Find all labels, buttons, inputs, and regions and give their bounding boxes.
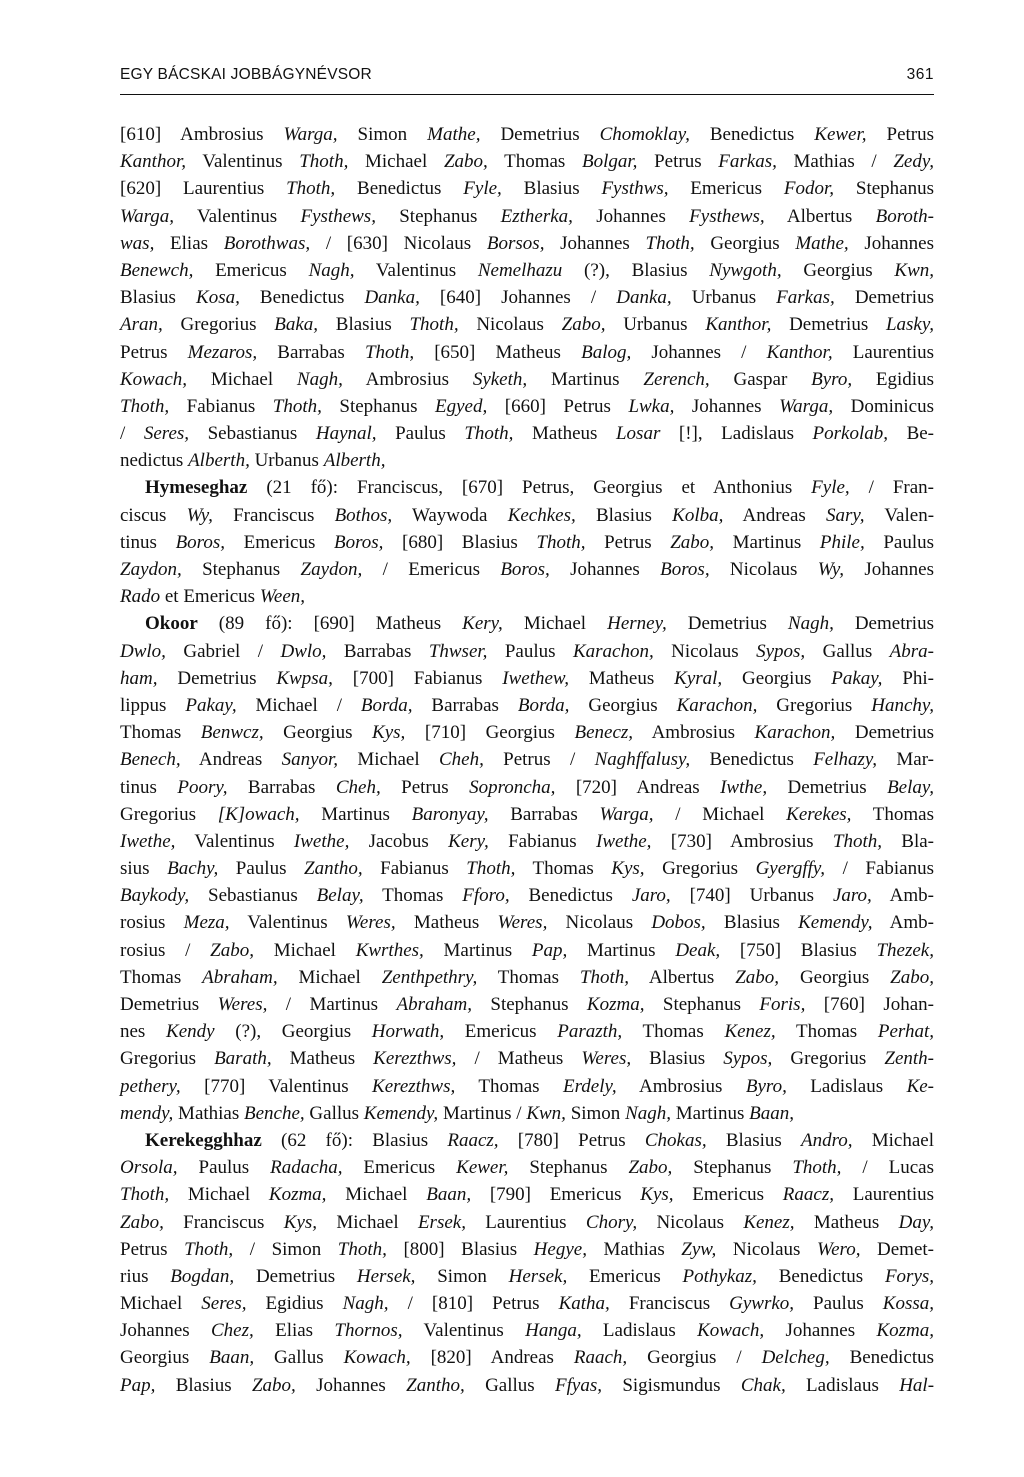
text-line: rosius / Zabo, Michael Kwrthes, Martinus Pap, Martinus Deak, [750] Blasius Thezek, xyxy=(120,939,934,961)
text-line: Warga, Valentinus Fysthews, Stephanus Eztherka, Johannes Fysthews, Albertus Boroth- xyxy=(120,205,935,227)
text-line: Zaydon, Stephanus Zaydon, / Emericus Boros, Johannes Boros, Nicolaus Wy, Johannes xyxy=(120,559,935,580)
text-line: lippus Pakay, Michael / Borda, Barrabas Borda, Georgius Karachon, Gregorius Hanchy, xyxy=(120,694,935,716)
text-line: Iwethe, Valentinus Iwethe, Jacobus Kery, Fabianus Iwethe, [730] Ambrosius Thoth, Bla- xyxy=(120,830,935,852)
text-line: tinus Poory, Barrabas Cheh, Petrus Soproncha, [720] Andreas Iwthe, Demetrius Belay, xyxy=(120,776,935,798)
text-line: rosius Meza, Valentinus Weres, Matheus Weres, Nicolaus Dobos, Blasius Kemendy, Amb- xyxy=(120,912,935,934)
running-title: EGY BÁCSKAI JOBBÁGYNÉVSOR xyxy=(120,66,372,83)
text-line: Petrus Thoth, / Simon Thoth, [800] Blasius Hegye, Mathias Zyw, Nicolaus Wero, Demet- xyxy=(120,1238,934,1260)
text-line: Kowach, Michael Nagh, Ambrosius Syketh, Martinus Zerench, Gaspar Byro, Egidius xyxy=(120,368,934,390)
text-line: Johannes Chez, Elias Thornos, Valentinus Hanga, Ladislaus Kowach, Johannes Kozma, xyxy=(120,1320,934,1342)
text-line: / Seres, Sebastianus Haynal, Paulus Thoth, Matheus Losar [!], Ladislaus Porkolab, Be- xyxy=(120,423,934,445)
text-line: Benech, Andreas Sanyor, Michael Cheh, Petrus / Naghffalusy, Benedictus Felhazy, Mar- xyxy=(120,749,934,771)
text-line: nedictus Alberth, Urbanus Alberth, xyxy=(120,450,386,472)
text-line: Baykody, Sebastianus Belay, Thomas Fforo, Benedictus Jaro, [740] Urbanus Jaro, Amb- xyxy=(120,885,934,907)
text-line: Okoor (89 fő): [690] Matheus Kery, Michael Herney, Demetrius Nagh, Demetrius xyxy=(145,613,934,635)
text-line: Thoth, Michael Kozma, Michael Baan, [790] Emericus Kys, Emericus Raacz, Laurentius xyxy=(120,1184,934,1206)
text-line: Kanthor, Valentinus Thoth, Michael Zabo, Thomas Bolgar, Petrus Farkas, Mathias / Zedy, xyxy=(120,151,934,173)
text-line: Benewch, Emericus Nagh, Valentinus Nemelhazu (?), Blasius Nywgoth, Georgius Kwn, xyxy=(120,259,934,281)
text-line: pethery, [770] Valentinus Kerezthws, Thomas Erdely, Ambrosius Byro, Ladislaus Ke- xyxy=(120,1075,934,1097)
text-line: ciscus Wy, Franciscus Bothos, Waywoda Kechkes, Blasius Kolba, Andreas Sary, Valen- xyxy=(120,504,935,526)
text-line: mendy, Mathias Benche, Gallus Kemendy, Martinus / Kwn, Simon Nagh, Martinus Baan, xyxy=(120,1102,794,1124)
text-line: Dwlo, Gabriel / Dwlo, Barrabas Thwser, Paulus Karachon, Nicolaus Sypos, Gallus Abra- xyxy=(120,640,934,662)
text-line: Orsola, Paulus Radacha, Emericus Kewer, Stephanus Zabo, Stephanus Thoth, / Lucas xyxy=(120,1157,934,1179)
text-line: Gregorius [K]owach, Martinus Baronyay, Barrabas Warga, / Michael Kerekes, Thomas xyxy=(120,803,935,825)
body-text xyxy=(120,121,934,1399)
text-line: Thoth, Fabianus Thoth, Stephanus Egyed, [660] Petrus Lwka, Johannes Warga, Dominicus xyxy=(120,395,934,417)
text-line: Georgius Baan, Gallus Kowach, [820] Andreas Raach, Georgius / Delcheg, Benedictus xyxy=(120,1347,934,1369)
text-line: nes Kendy (?), Georgius Horwath, Emericus Parazth, Thomas Kenez, Thomas Perhat, xyxy=(120,1021,934,1043)
text-line: [620] Laurentius Thoth, Benedictus Fyle, Blasius Fysthws, Emericus Fodor, Stephanus xyxy=(120,178,934,200)
text-line: Rado et Emericus Ween, xyxy=(120,586,306,608)
text-line: Michael Seres, Egidius Nagh, / [810] Petrus Katha, Franciscus Gywrko, Paulus Kossa, xyxy=(120,1293,934,1315)
text-line: Pap, Blasius Zabo, Johannes Zantho, Gallus Ffyas, Sigismundus Chak, Ladislaus Hal- xyxy=(120,1374,935,1396)
text-line: Gregorius Barath, Matheus Kerezthws, / Matheus Weres, Blasius Sypos, Gregorius Zenth- xyxy=(120,1048,935,1070)
text-line: Demetrius Weres, / Martinus Abraham, Stephanus Kozma, Stephanus Foris, [760] Johan- xyxy=(120,994,934,1015)
text-line: rius Bogdan, Demetrius Hersek, Simon Hersek, Emericus Pothykaz, Benedictus Forys, xyxy=(120,1265,935,1287)
text-line: tinus Boros, Emericus Boros, [680] Blasius Thoth, Petrus Zabo, Martinus Phile, Paulus xyxy=(120,531,934,553)
document-page xyxy=(120,66,934,1399)
running-header xyxy=(120,66,934,95)
text-line: Aran, Gregorius Baka, Blasius Thoth, Nicolaus Zabo, Urbanus Kanthor, Demetrius Lasky, xyxy=(120,314,934,336)
text-line: Petrus Mezaros, Barrabas Thoth, [650] Matheus Balog, Johannes / Kanthor, Laurentius xyxy=(120,341,935,363)
text-line: Hymeseghaz (21 fő): Franciscus, [670] Petrus, Georgius et Anthonius Fyle, / Fran- xyxy=(145,477,935,499)
text-line: Blasius Kosa, Benedictus Danka, [640] Johannes / Danka, Urbanus Farkas, Demetrius xyxy=(120,287,934,309)
text-line: Zabo, Franciscus Kys, Michael Ersek, Laurentius Chory, Nicolaus Kenez, Matheus Day, xyxy=(120,1211,934,1233)
text-line: ham, Demetrius Kwpsa, [700] Fabianus Iwethew, Matheus Kyral, Georgius Pakay, Phi- xyxy=(120,667,934,689)
text-line: Thomas Abraham, Michael Zenthpethry, Thomas Thoth, Albertus Zabo, Georgius Zabo, xyxy=(120,966,934,988)
page-number: 361 xyxy=(906,66,934,83)
text-line: Thomas Benwcz, Georgius Kys, [710] Georgius Benecz, Ambrosius Karachon, Demetrius xyxy=(120,722,935,744)
text-line: [610] Ambrosius Warga, Simon Mathe, Demetrius Chomoklay, Benedictus Kewer, Petrus xyxy=(120,124,935,145)
text-line: Kerekegghhaz (62 fő): Blasius Raacz, [780] Petrus Chokas, Blasius Andro, Michael xyxy=(145,1129,934,1151)
text-line: sius Bachy, Paulus Zantho, Fabianus Thoth, Thomas Kys, Gregorius Gyergffy, / Fabianus xyxy=(120,858,934,880)
text-line: was, Elias Borothwas, / [630] Nicolaus Borsos, Johannes Thoth, Georgius Mathe, Johannes xyxy=(120,232,934,254)
